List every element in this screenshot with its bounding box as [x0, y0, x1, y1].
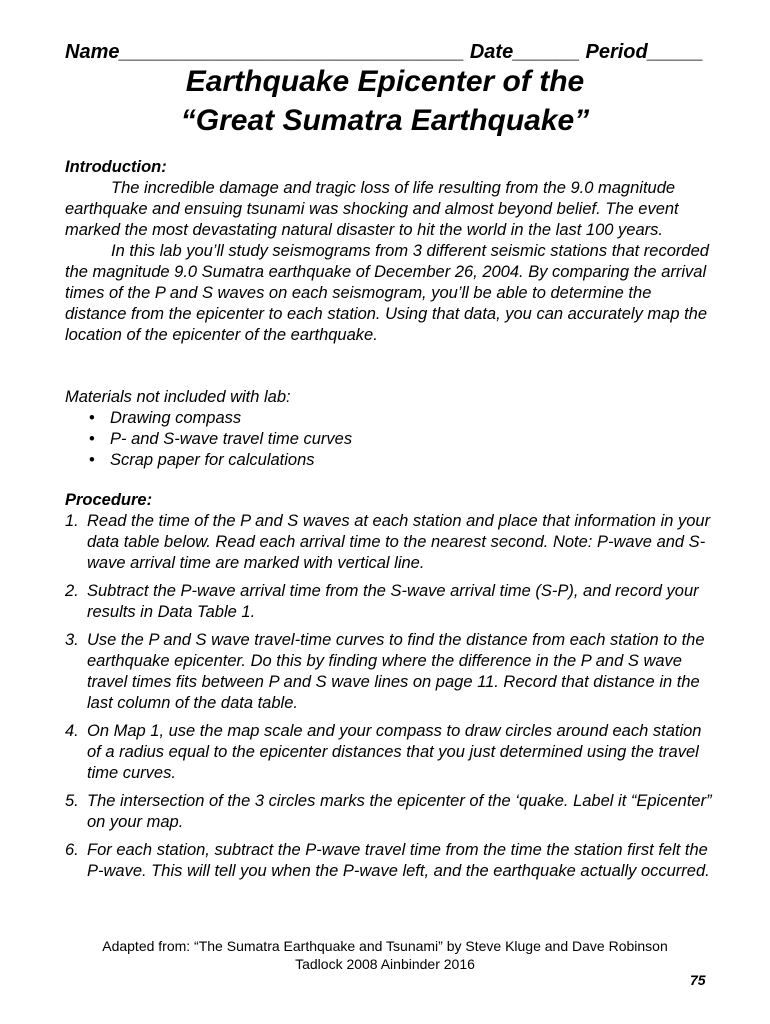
page-number: 75 — [690, 972, 706, 988]
materials-item: • Scrap paper for calculations — [89, 450, 715, 471]
step-number: 6. — [65, 841, 79, 859]
step-text: On Map 1, use the map scale and your compass to draw circles around each station of a radius equal to the epicenter distances that you just determined using the travel time curves. — [87, 722, 702, 782]
procedure-step — [65, 791, 715, 833]
step-number: 2. — [65, 582, 79, 600]
materials-item: • P- and S-wave travel time curves — [89, 429, 715, 450]
procedure-step — [65, 581, 715, 623]
procedure-step — [65, 721, 715, 784]
introduction-heading: Introduction: — [65, 158, 167, 176]
procedure-step — [65, 511, 715, 574]
footer-attribution: Adapted from: “The Sumatra Earthquake and Tsunami” by Steve Kluge and Dave Robinson — [102, 938, 668, 954]
introduction-paragraph-2: In this lab you’ll study seismograms from 3 different seismic stations that recorded the magnitude 9.0 Sumatra earthquake of December 26, 2004. By comparing the arrival times of the P and S waves on each seismogram, you’ll be able to determine the distance from the epicenter to each station. Using that data, you can accurately map the location of the epicenter of the earthquake. — [65, 242, 709, 344]
materials-list — [65, 408, 715, 471]
introduction-paragraph-1: The incredible damage and tragic loss of life resulting from the 9.0 magnitude earthquake and ensuing tsunami was shocking and almost beyond belief. The event marked the most devastating natural disaster to hit the world in the last 100 years. — [65, 179, 679, 239]
introduction-section — [65, 157, 715, 346]
procedure-section — [65, 490, 715, 889]
step-number: 3. — [65, 631, 79, 649]
procedure-steps — [65, 511, 715, 882]
procedure-step — [65, 840, 715, 882]
materials-item: • Drawing compass — [89, 408, 715, 429]
procedure-step — [65, 630, 715, 714]
step-number: 1. — [65, 512, 79, 530]
step-text: Subtract the P-wave arrival time from the S-wave arrival time (S-P), and record your results in Data Table 1. — [87, 582, 699, 621]
footer-credits: Tadlock 2008 Ainbinder 2016 — [295, 956, 475, 972]
name-date-period-line: Name_______________________________ Date______ Period_____ — [65, 41, 704, 63]
page-title-line-1: Earthquake Epicenter of the — [185, 65, 585, 98]
procedure-heading: Procedure: — [65, 491, 153, 509]
step-text: Read the time of the P and S waves at each station and place that information in your data table below. Read each arrival time to the nearest second. Note: P-wave and S-wave arrival time are marked with vertical line. — [87, 512, 711, 572]
step-number: 4. — [65, 722, 79, 740]
step-number: 5. — [65, 792, 79, 810]
step-text: Use the P and S wave travel-time curves to find the distance from each station to the earthquake epicenter. Do this by finding where the difference in the P and S wave travel times fits between P and S wave lines on page 11. Record that distance in the last column of the data table. — [87, 631, 705, 712]
step-text: For each station, subtract the P-wave travel time from the time the station first felt the P-wave. This will tell you when the P-wave left, and the earthquake actually occurred. — [87, 841, 710, 880]
materials-section — [65, 387, 715, 471]
page-title-line-2: “Great Sumatra Earthquake” — [180, 104, 590, 137]
materials-heading: Materials not included with lab: — [65, 388, 291, 406]
step-text: The intersection of the 3 circles marks the epicenter of the ‘quake. Label it “Epicenter” on your map. — [87, 792, 712, 831]
